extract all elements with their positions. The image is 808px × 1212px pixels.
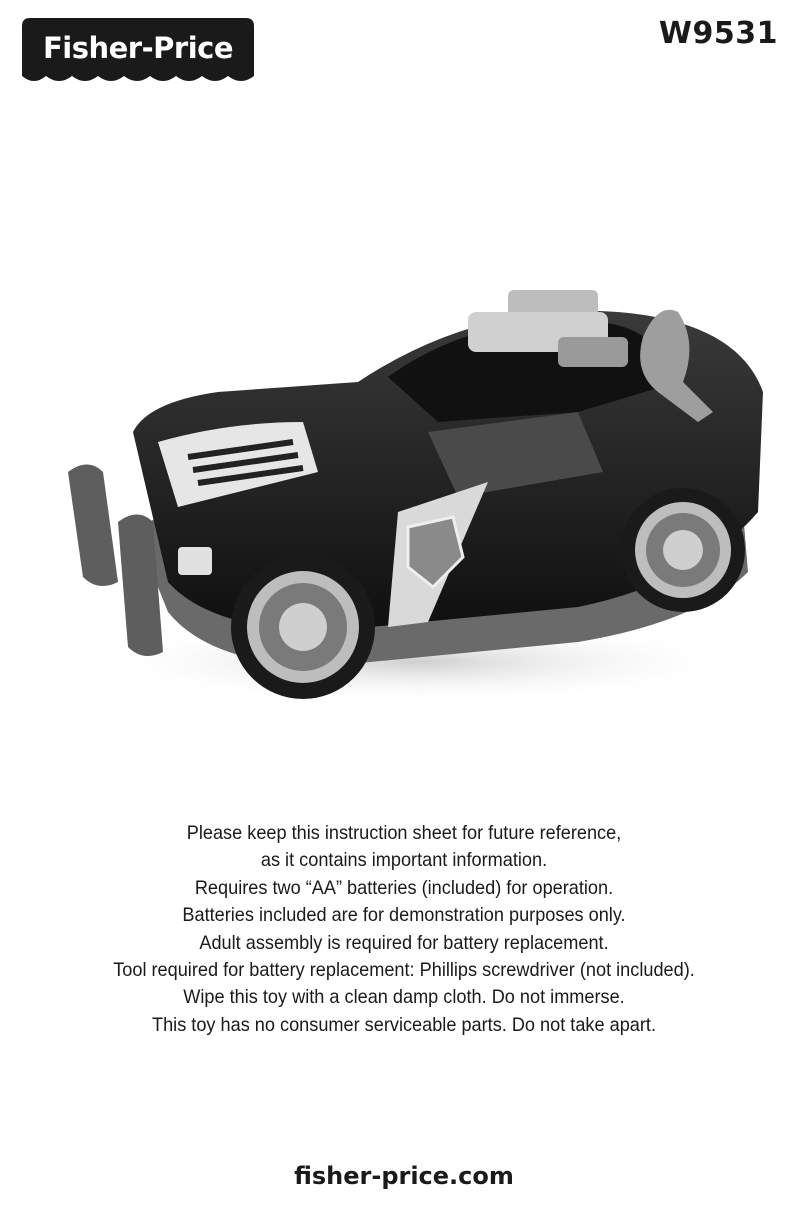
note-line: as it contains important information. [260, 849, 548, 872]
note-line: Wipe this toy with a clean damp cloth. Do not immerse. [183, 986, 625, 1009]
website-url: fisher-price.com [294, 1162, 514, 1190]
model-number: W9531 [658, 16, 778, 51]
rear-wheel [621, 488, 745, 612]
instruction-notes [0, 820, 808, 1039]
product-image [58, 282, 770, 702]
note-line: Please keep this instruction sheet for future reference, [186, 822, 622, 844]
note-line: This toy has no consumer serviceable parts. Do not take apart. [151, 1013, 657, 1036]
note-line: Requires two “AA” batteries (included) for operation. [194, 876, 614, 899]
police-car-toy-icon [58, 282, 770, 702]
logo-text: Fisher-Price [42, 31, 234, 65]
note-line: Tool required for battery replacement: Phillips screwdriver (not included). [113, 959, 695, 982]
front-wheel [231, 555, 375, 699]
note-line: Batteries included are for demonstration purposes only. [182, 904, 626, 927]
note-line: Adult assembly is required for battery replacement. [199, 931, 609, 954]
brand-logo [22, 18, 254, 92]
